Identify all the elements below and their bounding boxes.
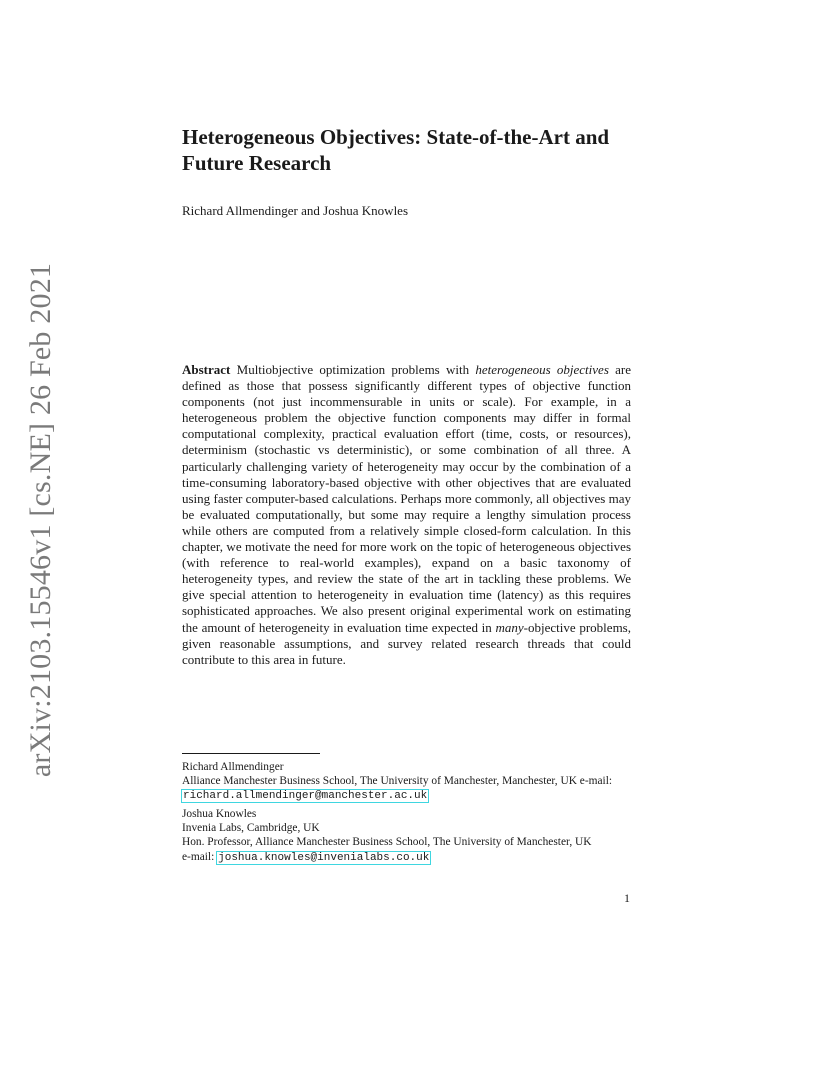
abstract-emphasis: heterogeneous objectives [475, 362, 609, 377]
page-number: 1 [624, 891, 630, 905]
footnote-author-name: Richard Allmendinger [182, 761, 284, 773]
footnote-affiliation: Alliance Manchester Business School, The University of Manchester, Manchester, UK e-mail: [182, 775, 613, 788]
email-label: e-mail: [182, 850, 215, 863]
footnote-author-name: Joshua Knowles [182, 808, 257, 820]
abstract-text: Multiobjective optimization problems with [230, 362, 476, 377]
abstract-emphasis: many [495, 619, 524, 635]
footnote-affiliation: Hon. Professor, Alliance Manchester Business School, The University of Manchester, UK [182, 836, 592, 849]
paper-title: Heterogeneous Objectives: State-of-the-Art and Future Research [182, 125, 610, 175]
abstract-label: Abstract [182, 362, 231, 377]
abstract-text: -objective problems, given reasonable assumptions, and survey related research threads that could contribute to this area in future. [182, 619, 631, 667]
email-link[interactable]: joshua.knowles@invenialabs.co.uk [218, 851, 430, 864]
footnote-author-1 [182, 760, 634, 804]
footnote-affiliation: Invenia Labs, Cambridge, UK [182, 822, 320, 835]
abstract [182, 362, 631, 668]
footnote-author-2 [182, 807, 634, 865]
abstract-text: are defined as those that possess significantly different types of objective function components (not just incommensurable in units or scale). For example, in a heterogeneous problem the objective function components may differ in formal computational complexity, practical evaluation effort (time, costs, or resources), determinism (stochastic vs deterministic), or some combination of all three. A particularly challenging variety of heterogeneity may occur by the combination of a time-consuming laboratory-based objective with other objectives that are evaluated using faster computer-based calculations. Perhaps more commonly, all objectives may be evaluated computationally, but some may require a lengthy simulation process while others are computed from a relatively simple closed-form calculation. In this chapter, we motivate the need for more work on the topic of heterogeneous objectives (with reference to real-world examples), expand on a basic taxonomy of heterogeneity types, and review the state of the art in tackling these problems. We give special attention to heterogeneity in evaluation time (latency) as this requires sophisticated approaches. We also present original experimental work on estimating the amount of heterogeneity in evaluation time expected in [182, 362, 631, 635]
arxiv-identifier: arXiv:2103.15546v1 [cs.NE] 26 Feb 2021 [24, 262, 57, 778]
author-list: Richard Allmendinger and Joshua Knowles [182, 203, 409, 218]
email-link[interactable]: richard.allmendinger@manchester.ac.uk [183, 790, 428, 803]
footnote-divider [182, 753, 320, 754]
